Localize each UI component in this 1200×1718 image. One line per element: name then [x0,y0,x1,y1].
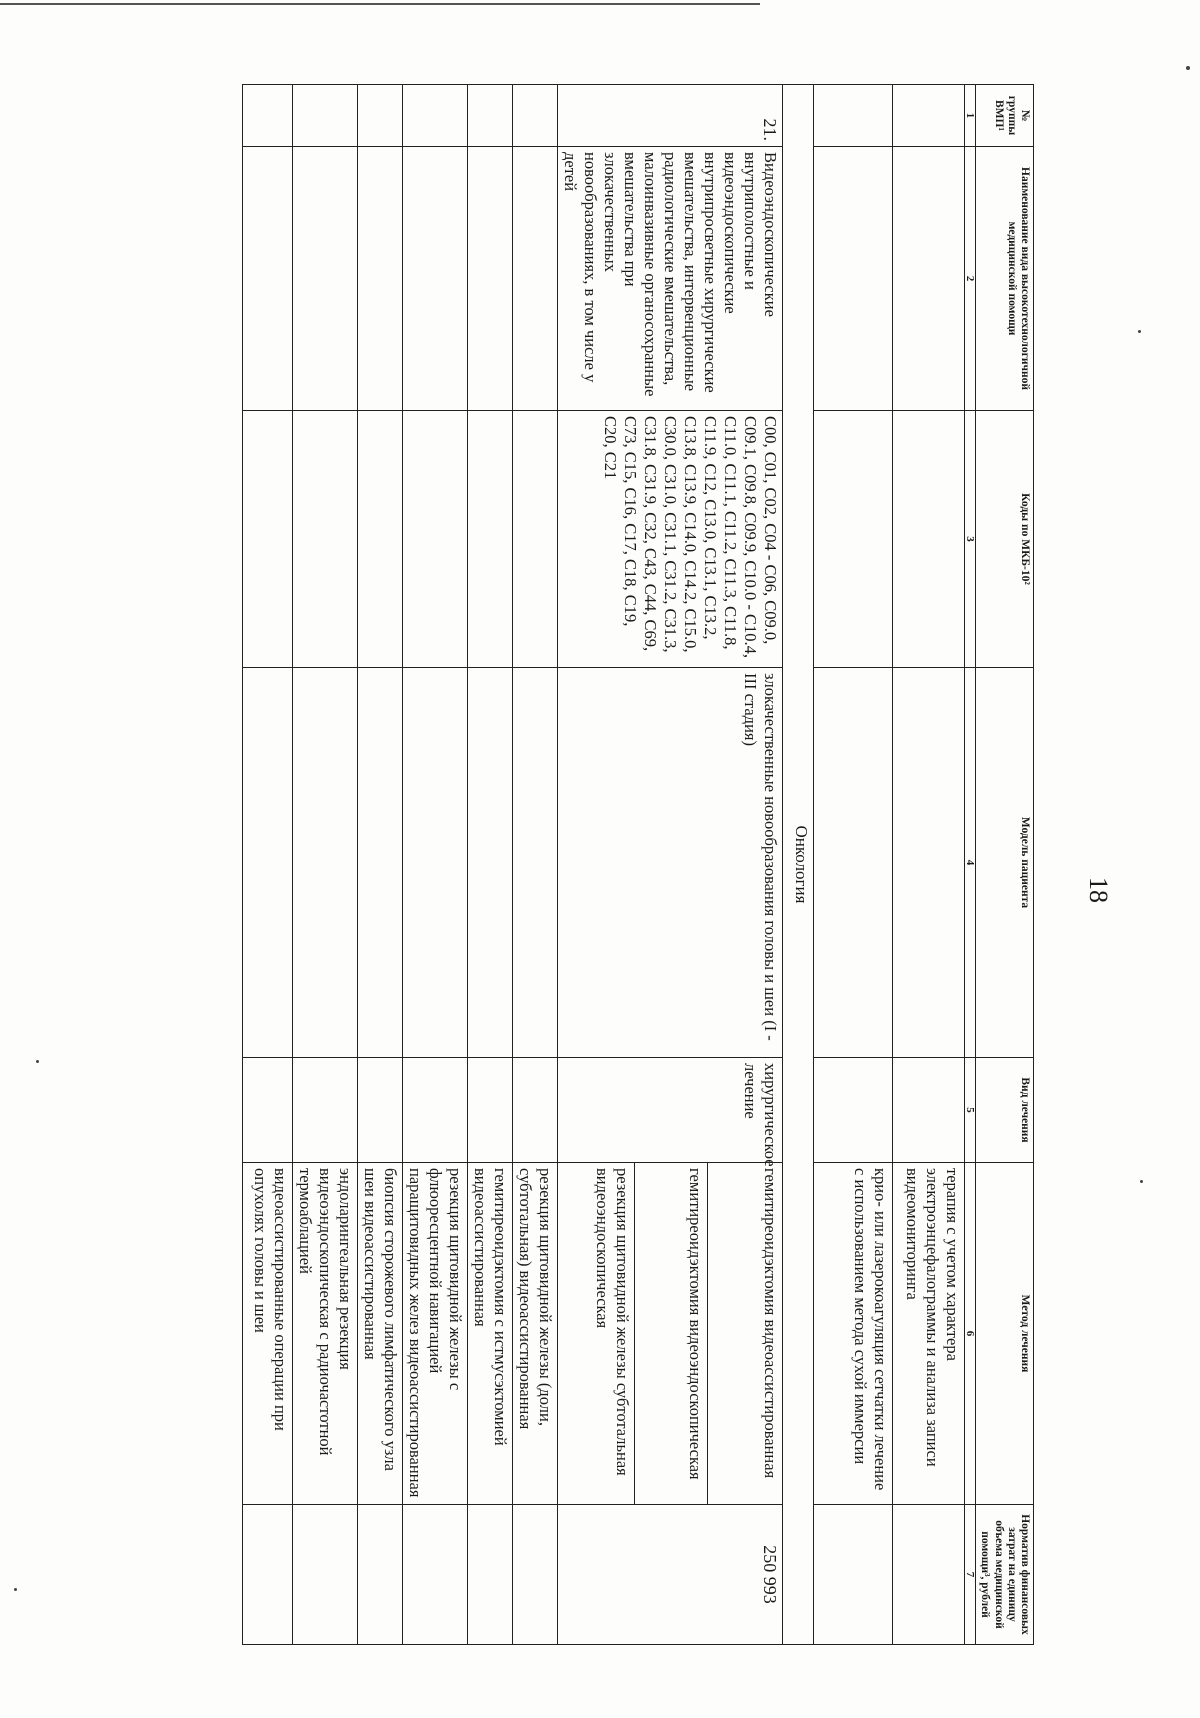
scan-speck [14,1588,17,1591]
header-treatment-type: Вид лечения [976,1058,1034,1163]
method-cell: гемитиреоидэктомия видеоассистированная [707,1163,783,1505]
rotated-table-page [89,84,1034,1644]
method-cell: видеоассистированные операции при опухолях головы и шеи [243,1163,293,1505]
prev-row [893,85,965,1645]
method-cell: гемитиреоидэктомия видеоэндоскопическая [635,1163,707,1505]
top-edge-line [0,3,760,5]
section-row [783,85,814,1645]
care-type-name: Видеоэндоскопические внутриполостные и видеоэндоскопические внутрипросветные хирургические вмешательства, интервенционные радиологические вмешательства, малоинвазивные органосохранные вмешательства при злокачественных новообразованиях, в том числе у детей [558,147,783,411]
table-row [403,85,468,1645]
column-number: 6 [965,1163,976,1505]
method-cell: резекция щитовидной железы с флюоресцентной навигацией паращитовидных желез видеоассистированная [403,1163,468,1505]
method-cell: крио- или лазерокоагуляция сетчатки лечение с использованием метода сухой иммерсии [814,1163,893,1505]
scan-speck [1140,1180,1143,1183]
vmp-table [242,84,1034,1645]
method-cell: гемитиреоидэктомия с истмусэктомией видеоассистированная [468,1163,513,1505]
table-row [358,85,403,1645]
scan-speck [1138,330,1141,333]
patient-model: злокачественные новообразования головы и шеи (I - III стадия) [558,668,783,1058]
header-group-number: № группы ВМП¹ [976,85,1034,147]
treatment-type: хирургическое лечение [558,1058,783,1163]
cost-norm-value: 250 993 [558,1505,783,1645]
method-cell: эндоларингеальная резекция видеоэндоскопическая с радиочастотной термоаблацией [293,1163,358,1505]
header-care-type: Наименование вида высокотехнологичной медицинской помощи [976,147,1034,411]
column-number: 7 [965,1505,976,1645]
table-row [468,85,513,1645]
group-number: 21. [558,85,783,147]
column-number: 3 [965,411,976,668]
table-row [293,85,358,1645]
column-number: 4 [965,668,976,1058]
scan-speck [1186,66,1190,70]
header-cost-norm: Норматив финансовых затрат на единицу объема медицинской помощи³, рублей [976,1505,1034,1645]
column-number-row [965,85,976,1645]
header-treatment-method: Метод лечения [976,1163,1034,1505]
scan-speck [36,1060,39,1063]
column-number: 2 [965,147,976,411]
section-title: Онкология [783,85,814,1645]
page-number: 18 [1084,877,1113,903]
header-icd-codes: Коды по МКБ-10² [976,411,1034,668]
table-row [243,85,293,1645]
prev-row [814,85,893,1645]
header-patient-model: Модель пациента [976,668,1034,1058]
method-cell: биопсия сторожевого лимфатического узла шеи видеоассистированная [358,1163,403,1505]
table-row [707,85,783,1645]
header-row [976,85,1034,1645]
table-row [513,85,558,1645]
column-number: 5 [965,1058,976,1163]
method-cell: резекция щитовидной железы (доли, субтотальная) видеоассистированная [513,1163,558,1505]
column-number: 1 [965,85,976,147]
icd-codes: С00, С01, С02, С04 - С06, С09.0, С09.1, С09.8, С09.9, С10.0 - С10.4, С11.0, С11.1, С11.2, С11.3, С11.8, С11.9, С12, С13.0, С13.1, С13.2, С13.8, С13.9, С14.0, С14.2, С15.0, С30.0, С31.0, С31.1, С31.2, С31.3, С31.8, С31.9, С32, С43, С44, С69, С73, С15, С16, С17, С18, С19, С20, С21 [558,411,783,668]
method-cell: терапия с учетом характера электроэнцефалограммы и анализа записи видеомониторинга [893,1163,965,1505]
method-cell: резекция щитовидной железы субтотальная видеоэндоскопическая [558,1163,635,1505]
